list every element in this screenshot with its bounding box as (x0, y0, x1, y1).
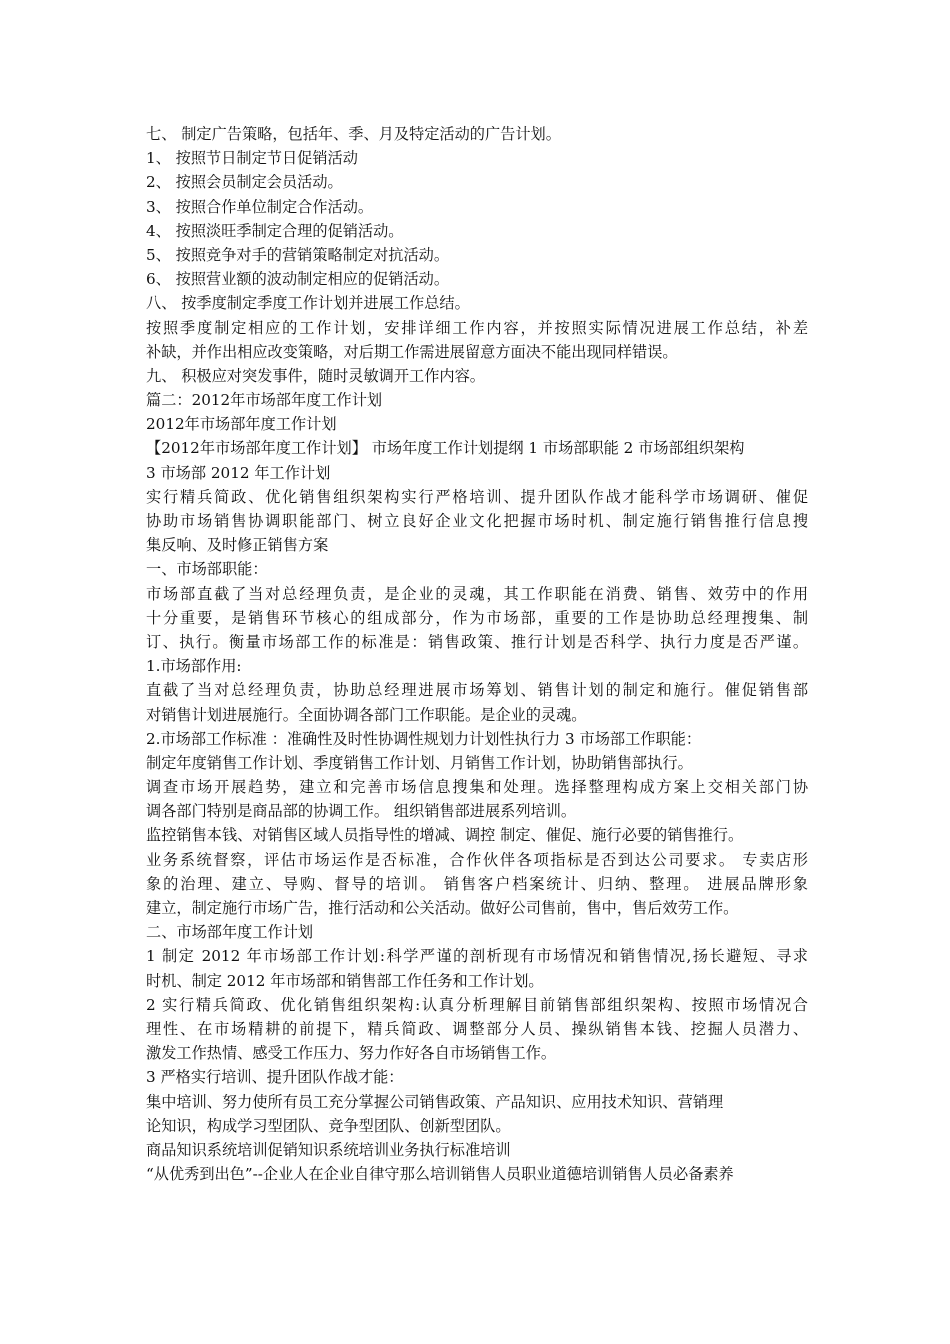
text-line: 八、 按季度制定季度工作计划并进展工作总结。 (146, 294, 470, 313)
text-line: 2、 按照会员制定会员活动。 (146, 173, 343, 192)
text-line: 激发工作热情、感受工作压力、努力作好各自市场销售工作。 (146, 1044, 557, 1063)
text-line: 对销售计划进展施行。全面协调各部门工作职能。是企业的灵魂。 (146, 705, 587, 724)
text-line: 实行精兵简政、优化销售组织架构实行严格培训、提升团队作战才能科学市场调研、催促 (146, 487, 808, 506)
text-line: 4、 按照淡旺季制定合理的促销活动。 (146, 221, 404, 240)
document-title: 2012年市场部年度工作计划 (146, 415, 337, 434)
text-line: 集中培训、努力使所有员工充分掌握公司销售政策、产品知识、应用技术知识、营销理 (146, 1092, 724, 1111)
text-line: 5、 按照竞争对手的营销策略制定对抗活动。 (146, 245, 450, 264)
text-line: 业务系统督察，评估市场运作是否标准，合作伙伴各项指标是否到达公司要求。 专卖店形 (146, 850, 808, 869)
text-line: 理性、在市场精耕的前提下，精兵简政、调整部分人员、操纵销售本钱、挖掘人员潜力、 (146, 1019, 808, 1038)
text-line: 3 严格实行培训、提升团队作战才能： (146, 1068, 404, 1087)
text-line: 七、 制定广告策略，包括年、季、月及特定活动的广告计划。 (146, 125, 561, 143)
text-line: 按照季度制定相应的工作计划，安排详细工作内容，并按照实际情况进展工作总结，补差 (146, 318, 808, 337)
section-heading: 二、市场部年度工作计划 (146, 923, 314, 942)
text-line: 协助市场销售协调职能部门、树立良好企业文化把握市场时机、制定施行销售推行信息搜 (146, 512, 808, 530)
text-line: 6、 按照营业额的波动制定相应的促销活动。 (146, 270, 450, 289)
text-line: 调查市场开展趋势，建立和完善市场信息搜集和处理。选择整理构成方案上交相关部门协 (146, 778, 808, 797)
text-line: 1 制定 2012 年市场部工作计划:科学严谨的剖析现有市场情况和销售情况,扬长避短、寻求 (146, 947, 808, 966)
section-heading: 一、市场部职能： (146, 560, 268, 579)
text-line: “从优秀到出色”--企业人在企业自律守那么培训销售人员职业道德培训销售人员必备素养 (146, 1165, 734, 1184)
text-line: 市场部直截了当对总经理负责，是企业的灵魂，其工作职能在消费、销售、效劳中的作用 (146, 584, 808, 603)
text-line: 【2012年市场部年度工作计划】 市场年度工作计划提纲 1 市场部职能 2 市场部组织架构 (146, 439, 745, 458)
section-heading: 篇二：2012年市场部年度工作计划 (146, 391, 383, 410)
text-line: 九、 积极应对突发事件，随时灵敏调开工作内容。 (146, 366, 485, 385)
document-body (146, 122, 808, 1186)
text-line: 集反响、及时修正销售方案 (146, 536, 329, 555)
text-line: 补缺，并作出相应改变策略，对后期工作需进展留意方面决不能出现同样错误。 (146, 342, 678, 361)
text-line: 1、 按照节日制定节日促销活动 (146, 149, 358, 168)
text-line: 十分重要，是销售环节核心的组成部分，作为市场部，重要的工作是协助总经理搜集、制 (146, 608, 808, 627)
text-line: 象的治理、建立、导购、督导的培训。 销售客户档案统计、归纳、整理。 进展品牌形象 (146, 874, 808, 893)
text-line: 时机、制定 2012 年市场部和销售部工作任务和工作计划。 (146, 971, 544, 990)
text-line: 制定年度销售工作计划、季度销售工作计划、月销售工作计划，协助销售部执行。 (146, 753, 693, 772)
text-line: 订、执行。衡量市场部工作的标准是：销售政策、推行计划是否科学、执行力度是否严谨。 (146, 632, 808, 651)
text-line: 3 市场部 2012 年工作计划 (146, 463, 331, 482)
text-line: 监控销售本钱、对销售区域人员指导性的增减、调控 制定、催促、施行必要的销售推行。 (146, 826, 744, 845)
text-line: 2 实行精兵简政、优化销售组织架构:认真分析理解目前销售部组织架构、按照市场情况合 (146, 995, 808, 1014)
text-line: 商品知识系统培训促销知识系统培训业务执行标准培训 (146, 1140, 511, 1159)
text-line: 3、 按照合作单位制定合作活动。 (146, 197, 374, 216)
text-line: 直截了当对总经理负责，协助总经理进展市场筹划、销售计划的制定和施行。催促销售部 (146, 681, 808, 700)
text-line: 建立，制定施行市场广告，推行活动和公关活动。做好公司售前，售中，售后效劳工作。 (146, 899, 739, 917)
text-line: 论知识，构成学习型团队、竞争型团队、创新型团队。 (146, 1116, 511, 1135)
text-line: 调各部门特别是商品部的协调工作。 组织销售部进展系列培训。 (146, 802, 577, 821)
text-line: 1.市场部作用: (146, 657, 242, 676)
text-line: 2.市场部工作标准 ：准确性及时性协调性规划力计划性执行力 3 市场部工作职能： (146, 729, 702, 748)
